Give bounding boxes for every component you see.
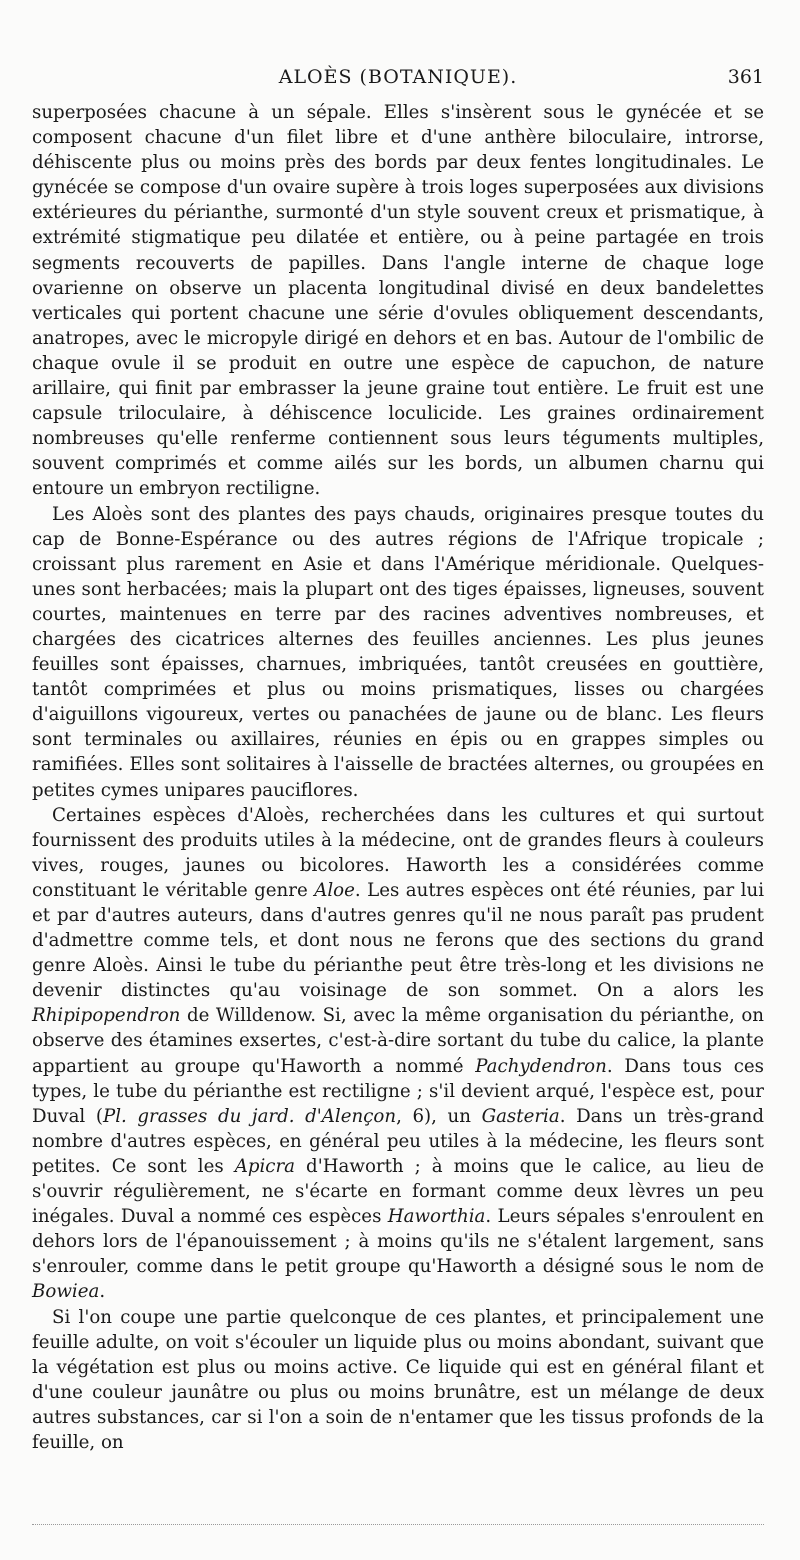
italic-term: Rhipipopendron: [32, 1005, 181, 1027]
text-run: . Dans un très-grand nombre d'autres espèces, en général peu utiles à la médecine, les fleurs sont petites. Ce sont les: [32, 1105, 765, 1177]
italic-term: Pl. grasses du jard. d'Alençon: [102, 1105, 397, 1127]
text-run: Les Aloès sont des plantes des pays chauds, originaires presque toutes du cap de Bonne-Espérance ou des autres régions de l'Afrique tropicale ; croissant plus rarement en Asie et dans l'Amérique méridionale. Quelques-unes sont herbacées; mais la plupart ont des tiges épaisses, ligneuses, souvent courtes, maintenues en terre par des racines adventives nombreuses, et chargées des cicatrices alternes des feuilles anciennes. Les plus jeunes feuilles sont épaisses, charnues, imbriquées, tantôt creusées en gouttière, tantôt comprimées et plus ou moins prismatiques, lisses ou chargées d'aiguillons vigoureux, vertes ou panachées de jaune ou de blanc. Les fleurs sont terminales ou axillaires, réunies en épis ou en grappes simples ou ramifiées. Elles sont solitaires à l'aisselle de bractées alternes, ou groupées en petites cymes unipares pauciflores.: [32, 503, 764, 801]
text-run: Certaines espèces d'Aloès, recherchées dans les cultures et qui surtout fournissent des produits utiles à la médecine, ont de grandes fleurs à couleurs vives, rouges, jaunes ou bicolores. Haworth les a considérées comme constituant le véritable genre: [32, 804, 764, 901]
text-run: superposées chacune à un sépale. Elles s'insèrent sous le gynécée et se composent chacune d'un filet libre et d'une anthère biloculaire, introrse, déhiscente plus ou moins près des bords par deux fentes longitudinales. Le gynécée se compose d'un ovaire supère à trois loges superposées aux divisions extérieures du périanthe, surmonté d'un style souvent creux et prismatique, à extrémité stigmatique peu dilatée et entière, ou à peine partagée en trois segments recouverts de papilles. Dans l'angle interne de chaque loge ovarienne on observe un placenta longitudinal divisé en deux bandelettes verticales qui portent chacune une série d'ovules obliquement descendants, anatropes, avec le micropyle dirigé en dehors et en bas. Autour de l'ombilic de chaque ovule il se produit en outre une espèce de capuchon, de nature arillaire, qui finit par embrasser la jeune graine tout entière. Le fruit est une capsule triloculaire, à déhiscence loculicide. Les graines ordinairement nombreuses qu'elle renferme contiennent sous leurs téguments multiples, souvent comprimés et comme ailés sur les bords, un albumen charnu qui entoure un embryon rectiligne.: [32, 102, 764, 500]
italic-term: Haworthia: [387, 1206, 486, 1228]
italic-term: Bowiea: [32, 1281, 100, 1303]
running-title: ALOÈS (BOTANIQUE).: [278, 66, 518, 88]
text-run: . Les autres espèces ont été réunies, par lui et par d'autres auteurs, dans d'autres genres qu'il ne nous paraît pas prudent d'admettre comme tels, et dont nous ne ferons que des sections du grand genre Aloès. Ainsi le tube du périanthe peut être très-long et les divisions ne devenir distinctes qu'au voisinage de son sommet. On a alors les: [32, 879, 765, 1002]
paragraph-3: [32, 803, 764, 1305]
paragraph-2: [32, 502, 764, 803]
text-run: .: [99, 1281, 106, 1303]
paragraph-4: [32, 1305, 764, 1456]
page-number: 361: [727, 66, 764, 88]
page-header: [32, 66, 764, 98]
italic-term: Aloe: [314, 879, 355, 901]
italic-term: Apicra: [234, 1155, 296, 1177]
italic-term: Gasteria: [481, 1105, 560, 1127]
text-run: . Leurs sépales s'enroulent en dehors lors de l'épanouissement ; à moins qu'ils ne s'étalent largement, sans s'enrouler, comme dans le petit groupe qu'Haworth a désigné sous le nom de: [32, 1206, 764, 1278]
text-run: de Willdenow. Si, avec la même organisation du périanthe, on observe des étamines exsertes, c'est-à-dire sortant du tube du calice, la plante appartient au groupe qu'Haworth a nommé: [32, 1005, 764, 1077]
body-text: [32, 100, 764, 1455]
footer-rule: [32, 1524, 764, 1525]
paragraph-1: [32, 100, 764, 502]
italic-term: Pachydendron: [475, 1055, 607, 1077]
text-run: , 6), un: [396, 1105, 482, 1127]
text-run: d'Haworth ; à moins que le calice, au lieu de s'ouvrir régulièrement, ne s'écarte en formant comme deux lèvres un peu inégales. Duval a nommé ces espèces: [32, 1155, 764, 1228]
text-run: . Dans tous ces types, le tube du périanthe est rectiligne ; s'il devient arqué, l'espèce est, pour Duval (: [32, 1055, 764, 1127]
text-run: Si l'on coupe une partie quelconque de ces plantes, et principalement une feuille adulte, on voit s'écouler un liquide plus ou moins abondant, suivant que la végétation est plus ou moins active. Ce liquide qui est en général filant et d'une couleur jaunâtre ou plus ou moins brunâtre, est un mélange de deux autres substances, car si l'on a soin de n'entamer que les tissus profonds de la feuille, on: [32, 1306, 764, 1453]
